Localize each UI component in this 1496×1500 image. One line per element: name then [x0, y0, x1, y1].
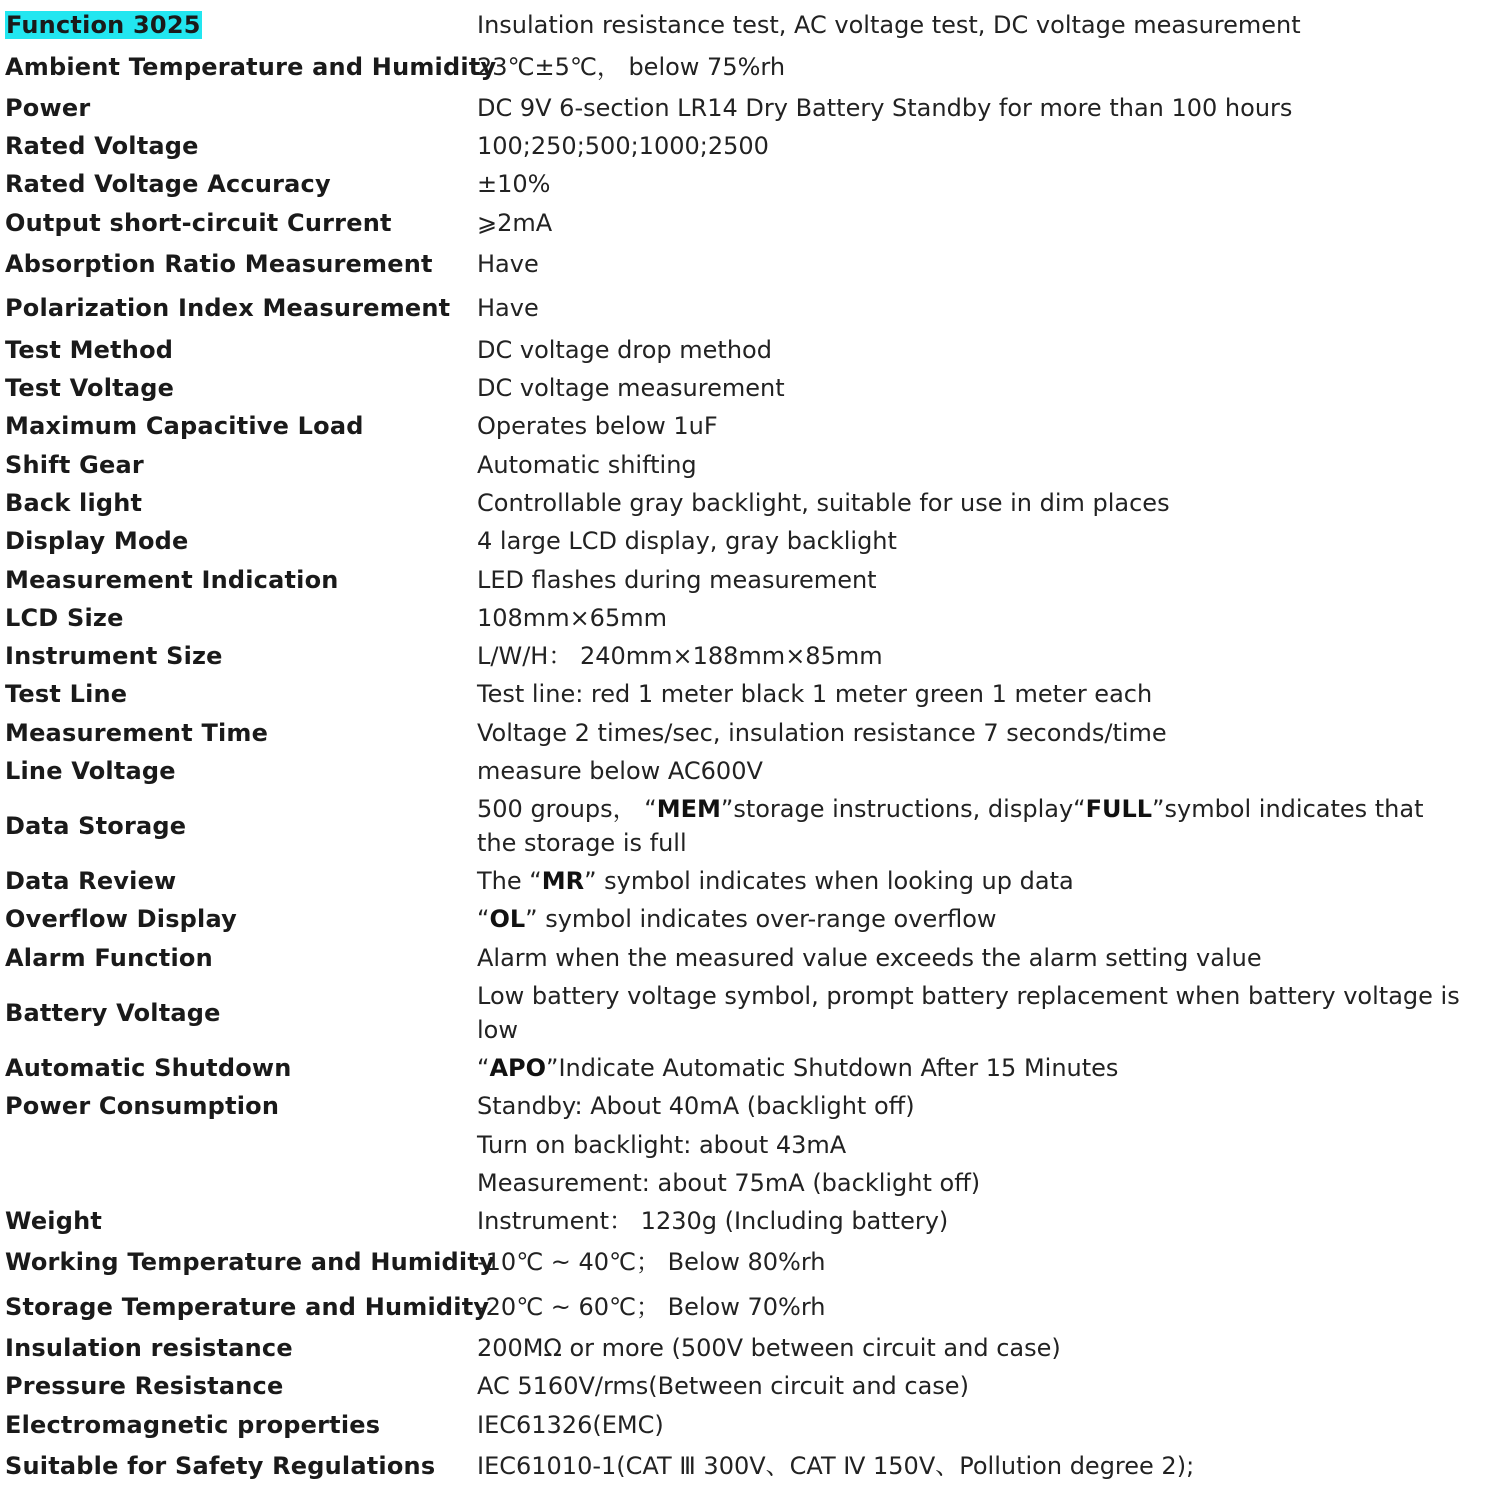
spec-value: Alarm when the measured value exceeds the alarm setting value — [477, 944, 1262, 972]
spec-value: Standby: About 40mA (backlight off) — [477, 1092, 915, 1120]
spec-value: ±10% — [477, 170, 551, 198]
spec-value: 4 large LCD display, gray backlight — [477, 527, 897, 555]
spec-value: Have — [477, 250, 539, 278]
value-text: ”Indicate Automatic Shutdown After 15 Minutes — [546, 1054, 1119, 1082]
spec-label: Display Mode — [5, 527, 189, 555]
spec-label: Maximum Capacitive Load — [5, 412, 364, 440]
spec-value: IEC61010-1(CAT Ⅲ 300V、CAT Ⅳ 150V、Pollution degree 2); — [477, 1452, 1195, 1480]
spec-value: 200MΩ or more (500V between circuit and case) — [477, 1334, 1061, 1362]
spec-value: IEC61326(EMC) — [477, 1411, 664, 1439]
spec-label: Pressure Resistance — [5, 1372, 284, 1400]
spec-value: Turn on backlight: about 43mA — [477, 1131, 847, 1159]
spec-value: 23℃±5℃， below 75%rh — [477, 53, 786, 81]
value-text: ”storage instructions, display“ — [720, 795, 1086, 823]
spec-label: Rated Voltage — [5, 132, 199, 160]
spec-value: Insulation resistance test, AC voltage test, DC voltage measurement — [477, 11, 1301, 39]
value-text: ”symbol indicates that the storage is full — [477, 795, 1424, 857]
spec-label — [5, 8, 202, 42]
spec-label: Absorption Ratio Measurement — [5, 250, 433, 278]
spec-label: Overflow Display — [5, 905, 237, 933]
spec-value: Instrument： 1230g (Including battery) — [477, 1207, 949, 1235]
spec-value: DC 9V 6-section LR14 Dry Battery Standby for more than 100 hours — [477, 94, 1293, 122]
spec-value: Have — [477, 294, 539, 322]
spec-label: Power — [5, 94, 91, 122]
spec-label: Polarization Index Measurement — [5, 294, 451, 322]
value-text: ” symbol indicates when looking up data — [584, 867, 1074, 895]
spec-value: 100;250;500;1000;2500 — [477, 132, 769, 160]
spec-label: Test Voltage — [5, 374, 175, 402]
spec-value: DC voltage drop method — [477, 336, 772, 364]
spec-label: Line Voltage — [5, 757, 176, 785]
spec-value: 108mm×65mm — [477, 604, 667, 632]
spec-label: Test Line — [5, 680, 128, 708]
spec-value: L/W/H： 240mm×188mm×85mm — [477, 642, 883, 670]
value-text: ” symbol indicates over-range overflow — [525, 905, 997, 933]
spec-label: Automatic Shutdown — [5, 1054, 292, 1082]
mem-symbol: MEM — [656, 795, 721, 823]
spec-value — [477, 1051, 1462, 1085]
spec-label: Suitable for Safety Regulations — [5, 1452, 436, 1480]
spec-label: Output short-circuit Current — [5, 209, 392, 237]
spec-label: Weight — [5, 1207, 103, 1235]
spec-label: LCD Size — [5, 604, 124, 632]
spec-value: AC 5160V/rms(Between circuit and case) — [477, 1372, 969, 1400]
spec-label: Rated Voltage Accuracy — [5, 170, 331, 198]
spec-value — [477, 864, 1462, 898]
mr-symbol: MR — [541, 867, 585, 895]
value-text: 500 groups， “ — [477, 795, 657, 823]
highlighted-title: Function 3025 — [6, 11, 201, 39]
spec-label: Alarm Function — [5, 944, 213, 972]
spec-label: Ambient Temperature and Humidity — [5, 53, 497, 81]
spec-label: Instrument Size — [5, 642, 223, 670]
spec-label: Storage Temperature and Humidity — [5, 1293, 490, 1321]
value-text: The “ — [477, 867, 542, 895]
apo-symbol: APO — [489, 1054, 547, 1082]
spec-value: Low battery voltage symbol, prompt battery replacement when battery voltage is low — [477, 982, 1460, 1044]
spec-value: Test line: red 1 meter black 1 meter green 1 meter each — [477, 680, 1153, 708]
ol-symbol: OL — [489, 905, 526, 933]
spec-value — [477, 792, 1462, 860]
spec-label: Power Consumption — [5, 1092, 280, 1120]
spec-label: Battery Voltage — [5, 999, 221, 1027]
value-text: “ — [477, 1054, 490, 1082]
spec-label: Back light — [5, 489, 143, 517]
spec-value: Operates below 1uF — [477, 412, 718, 440]
spec-label: Electromagnetic properties — [5, 1411, 381, 1439]
spec-label: Measurement Time — [5, 719, 269, 747]
spec-value: Automatic shifting — [477, 451, 697, 479]
spec-value: ⩾2mA — [477, 209, 553, 237]
spec-value: LED flashes during measurement — [477, 566, 877, 594]
spec-label: Data Review — [5, 867, 177, 895]
spec-label: Data Storage — [5, 812, 187, 840]
spec-label: Test Method — [5, 336, 174, 364]
spec-value: Measurement: about 75mA (backlight off) — [477, 1169, 981, 1197]
spec-value — [477, 902, 1462, 936]
spec-value: -10℃ ~ 40℃； Below 80%rh — [477, 1248, 826, 1276]
spec-label: Working Temperature and Humidity — [5, 1248, 495, 1276]
spec-label: Shift Gear — [5, 451, 144, 479]
spec-value: DC voltage measurement — [477, 374, 785, 402]
spec-value: Controllable gray backlight, suitable for use in dim places — [477, 489, 1170, 517]
spec-label: Insulation resistance — [5, 1334, 293, 1362]
full-symbol: FULL — [1085, 795, 1153, 823]
spec-label: Measurement Indication — [5, 566, 339, 594]
value-text: “ — [477, 905, 490, 933]
spec-value: -20℃ ~ 60℃； Below 70%rh — [477, 1293, 826, 1321]
spec-value: Voltage 2 times/sec, insulation resistance 7 seconds/time — [477, 719, 1167, 747]
spec-value: measure below AC600V — [477, 757, 763, 785]
